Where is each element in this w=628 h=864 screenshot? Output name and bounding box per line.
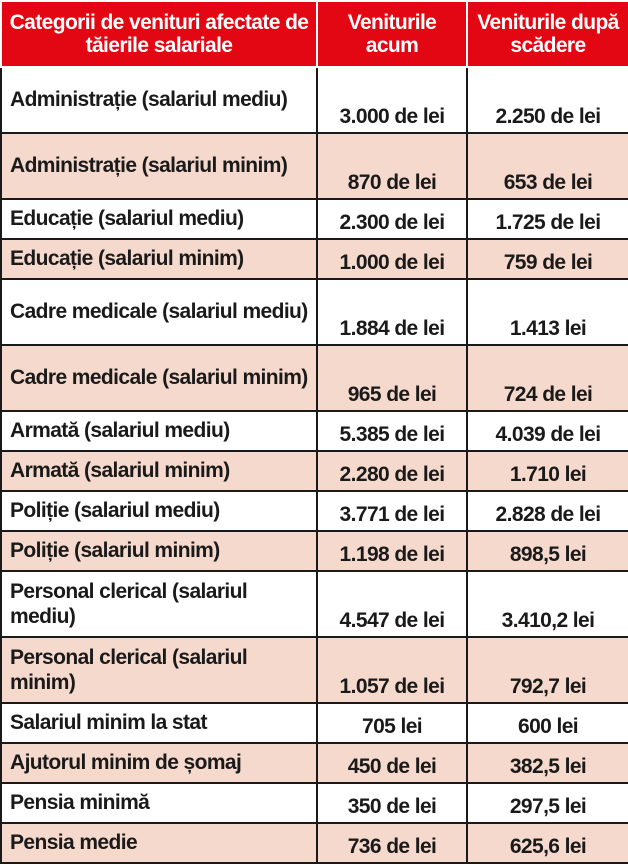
value-now-cell: 350 de lei xyxy=(317,783,467,823)
value-now-cell: 1.198 de lei xyxy=(317,531,467,571)
category-cell: Personal clerical (salariul mediu) xyxy=(1,571,317,637)
category-cell: Administrație (salariul mediu) xyxy=(1,67,317,133)
value-now-cell: 1.884 de lei xyxy=(317,279,467,345)
value-after-cell: 625,6 lei xyxy=(467,823,628,863)
category-cell: Poliție (salariul minim) xyxy=(1,531,317,571)
category-cell: Educație (salariul minim) xyxy=(1,239,317,279)
table-row xyxy=(1,411,628,451)
value-now-cell: 4.547 de lei xyxy=(317,571,467,637)
value-after-cell: 3.410,2 lei xyxy=(467,571,628,637)
value-after-cell: 2.250 de lei xyxy=(467,67,628,133)
header-now: Veniturile acum xyxy=(317,1,467,67)
category-cell: Armată (salariul mediu) xyxy=(1,411,317,451)
category-cell: Ajutorul minim de șomaj xyxy=(1,743,317,783)
value-now-cell: 736 de lei xyxy=(317,823,467,863)
category-cell: Administrație (salariul minim) xyxy=(1,133,317,199)
value-after-cell: 4.039 de lei xyxy=(467,411,628,451)
category-cell: Poliție (salariul mediu) xyxy=(1,491,317,531)
table-row xyxy=(1,637,628,703)
value-after-cell: 382,5 lei xyxy=(467,743,628,783)
value-now-cell: 870 de lei xyxy=(317,133,467,199)
value-after-cell: 898,5 lei xyxy=(467,531,628,571)
table-row xyxy=(1,133,628,199)
table-row xyxy=(1,703,628,743)
table-row xyxy=(1,239,628,279)
value-after-cell: 1.413 lei xyxy=(467,279,628,345)
table-row xyxy=(1,199,628,239)
value-after-cell: 1.725 de lei xyxy=(467,199,628,239)
table-row xyxy=(1,783,628,823)
table-row xyxy=(1,571,628,637)
value-now-cell: 2.280 de lei xyxy=(317,451,467,491)
table-row xyxy=(1,451,628,491)
category-cell: Salariul minim la stat xyxy=(1,703,317,743)
value-after-cell: 653 de lei xyxy=(467,133,628,199)
value-now-cell: 450 de lei xyxy=(317,743,467,783)
category-cell: Personal clerical (salariul minim) xyxy=(1,637,317,703)
table-row xyxy=(1,531,628,571)
value-now-cell: 965 de lei xyxy=(317,345,467,411)
table-row xyxy=(1,823,628,863)
value-after-cell: 600 lei xyxy=(467,703,628,743)
category-cell: Cadre medicale (salariul minim) xyxy=(1,345,317,411)
value-after-cell: 792,7 lei xyxy=(467,637,628,703)
table-row xyxy=(1,743,628,783)
value-after-cell: 1.710 lei xyxy=(467,451,628,491)
value-now-cell: 1.057 de lei xyxy=(317,637,467,703)
value-now-cell: 705 lei xyxy=(317,703,467,743)
value-now-cell: 5.385 de lei xyxy=(317,411,467,451)
table-row xyxy=(1,279,628,345)
value-now-cell: 1.000 de lei xyxy=(317,239,467,279)
value-after-cell: 759 de lei xyxy=(467,239,628,279)
category-cell: Cadre medicale (salariul mediu) xyxy=(1,279,317,345)
table-row xyxy=(1,345,628,411)
category-cell: Pensia medie xyxy=(1,823,317,863)
value-now-cell: 3.000 de lei xyxy=(317,67,467,133)
value-after-cell: 2.828 de lei xyxy=(467,491,628,531)
value-after-cell: 297,5 lei xyxy=(467,783,628,823)
category-cell: Pensia minimă xyxy=(1,783,317,823)
header-category: Categorii de venituri afectate de tăierile salariale xyxy=(1,1,317,67)
table-row xyxy=(1,491,628,531)
table-row xyxy=(1,67,628,133)
category-cell: Armată (salariul minim) xyxy=(1,451,317,491)
value-now-cell: 3.771 de lei xyxy=(317,491,467,531)
header-row xyxy=(1,1,628,67)
value-now-cell: 2.300 de lei xyxy=(317,199,467,239)
category-cell: Educație (salariul mediu) xyxy=(1,199,317,239)
header-after: Veniturile după scădere xyxy=(467,1,628,67)
value-after-cell: 724 de lei xyxy=(467,345,628,411)
